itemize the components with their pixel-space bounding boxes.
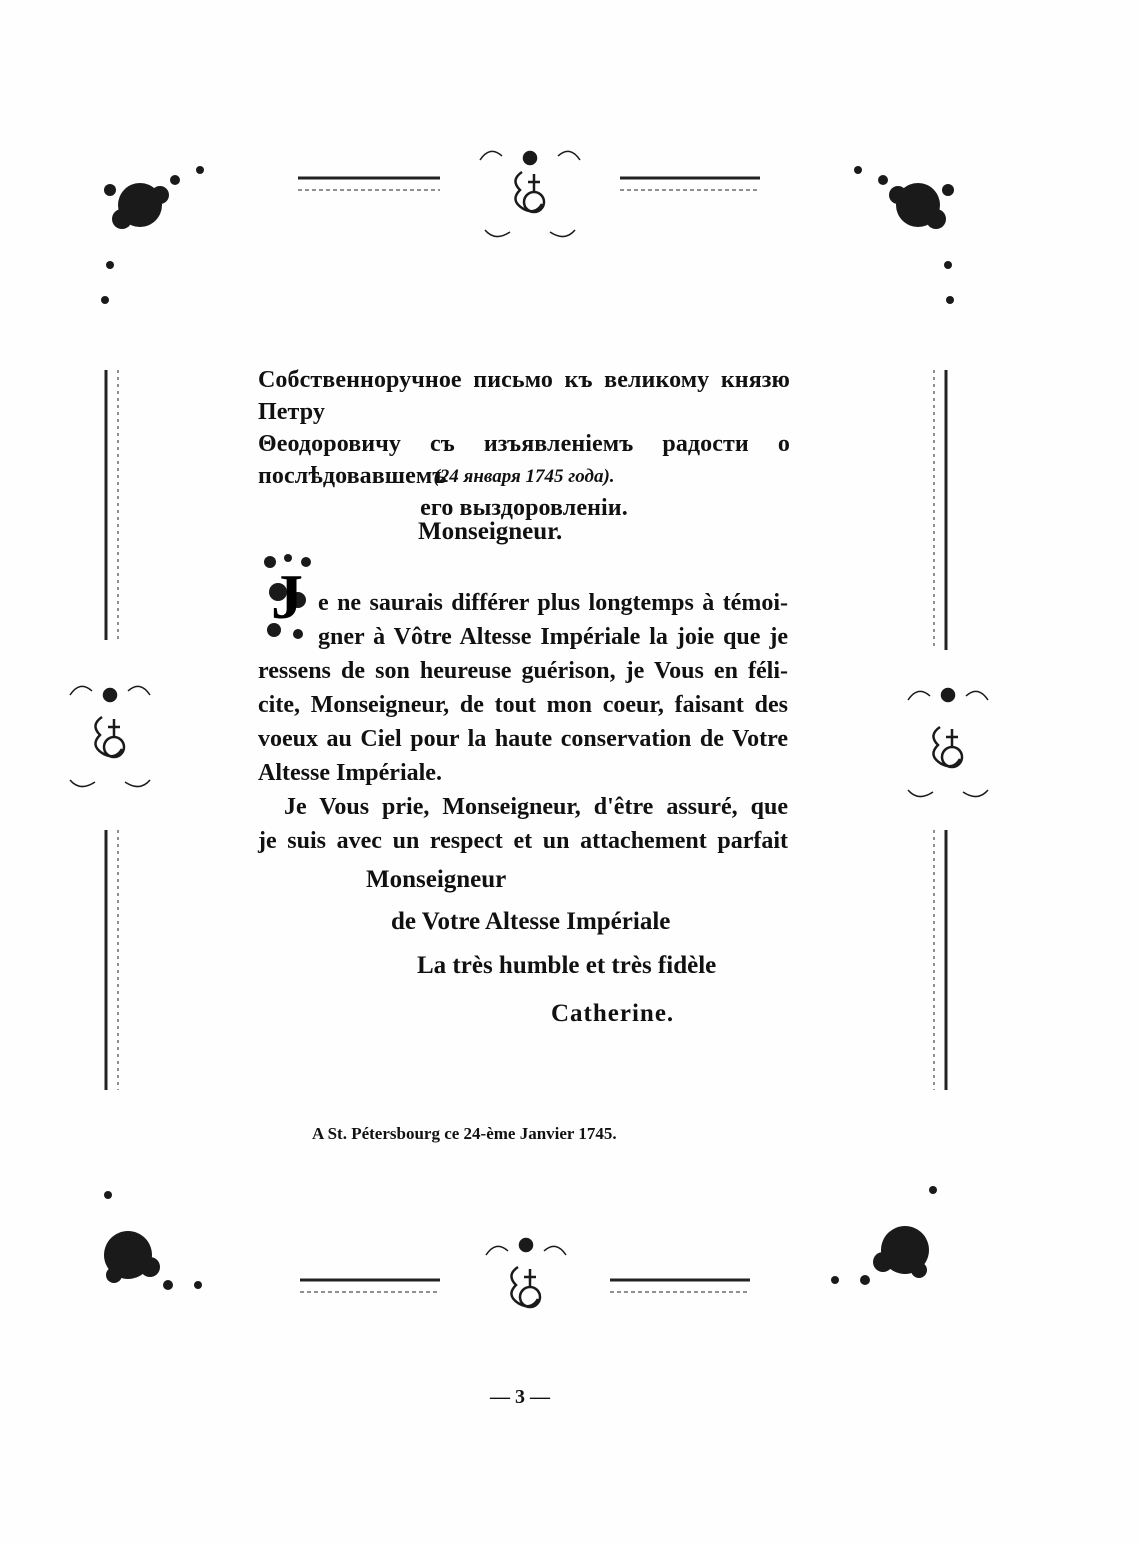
heading-line: Собственноручное письмо къ великому князю Петру <box>258 367 790 425</box>
heading-date: (24 января 1745 года). <box>433 466 615 487</box>
place-and-date: A St. Pétersbourg ce 24-ème Janvier 1745. <box>312 1124 617 1143</box>
page-number: — 3 — <box>490 1386 550 1408</box>
body-line: e ne saurais différer plus longtemps à témoi- <box>318 590 788 616</box>
body-line: Je Vous prie, Monseigneur, d'être assuré, que <box>284 794 788 820</box>
closing-line: Monseigneur <box>366 866 507 893</box>
signature: Catherine. <box>551 1000 675 1027</box>
corner-ornament-bottom-left <box>104 1191 202 1290</box>
corner-ornament-top-left <box>101 166 204 304</box>
heading-line: Θеодоровичу съ изъявленіемъ радости о послѣдовавшемъ <box>258 431 790 489</box>
document-heading <box>258 364 790 524</box>
closing-line: La très humble et très fidèle <box>417 952 717 979</box>
body-line: gner à Vôtre Altesse Impériale la joie que je <box>318 624 788 650</box>
corner-ornament-bottom-right <box>831 1186 937 1285</box>
closing-line: de Votre Altesse Impériale <box>391 908 671 935</box>
body-line: voeux au Ciel pour la haute conservation de Votre <box>258 726 788 752</box>
letter-body <box>258 586 788 858</box>
corner-ornament-top-right <box>854 166 954 304</box>
body-line: je suis avec un respect et un attachement parfait <box>258 828 788 854</box>
body-line: ressens de son heureuse guérison, je Vous en féli- <box>258 658 788 684</box>
body-line: Altesse Impériale. <box>258 760 442 786</box>
dropcap-letter: J <box>271 561 303 632</box>
body-line: cite, Monseigneur, de tout mon coeur, faisant des <box>258 692 788 718</box>
heading-line: его выздоровленіи. <box>420 495 628 521</box>
salutation: Monseigneur. <box>418 518 563 545</box>
